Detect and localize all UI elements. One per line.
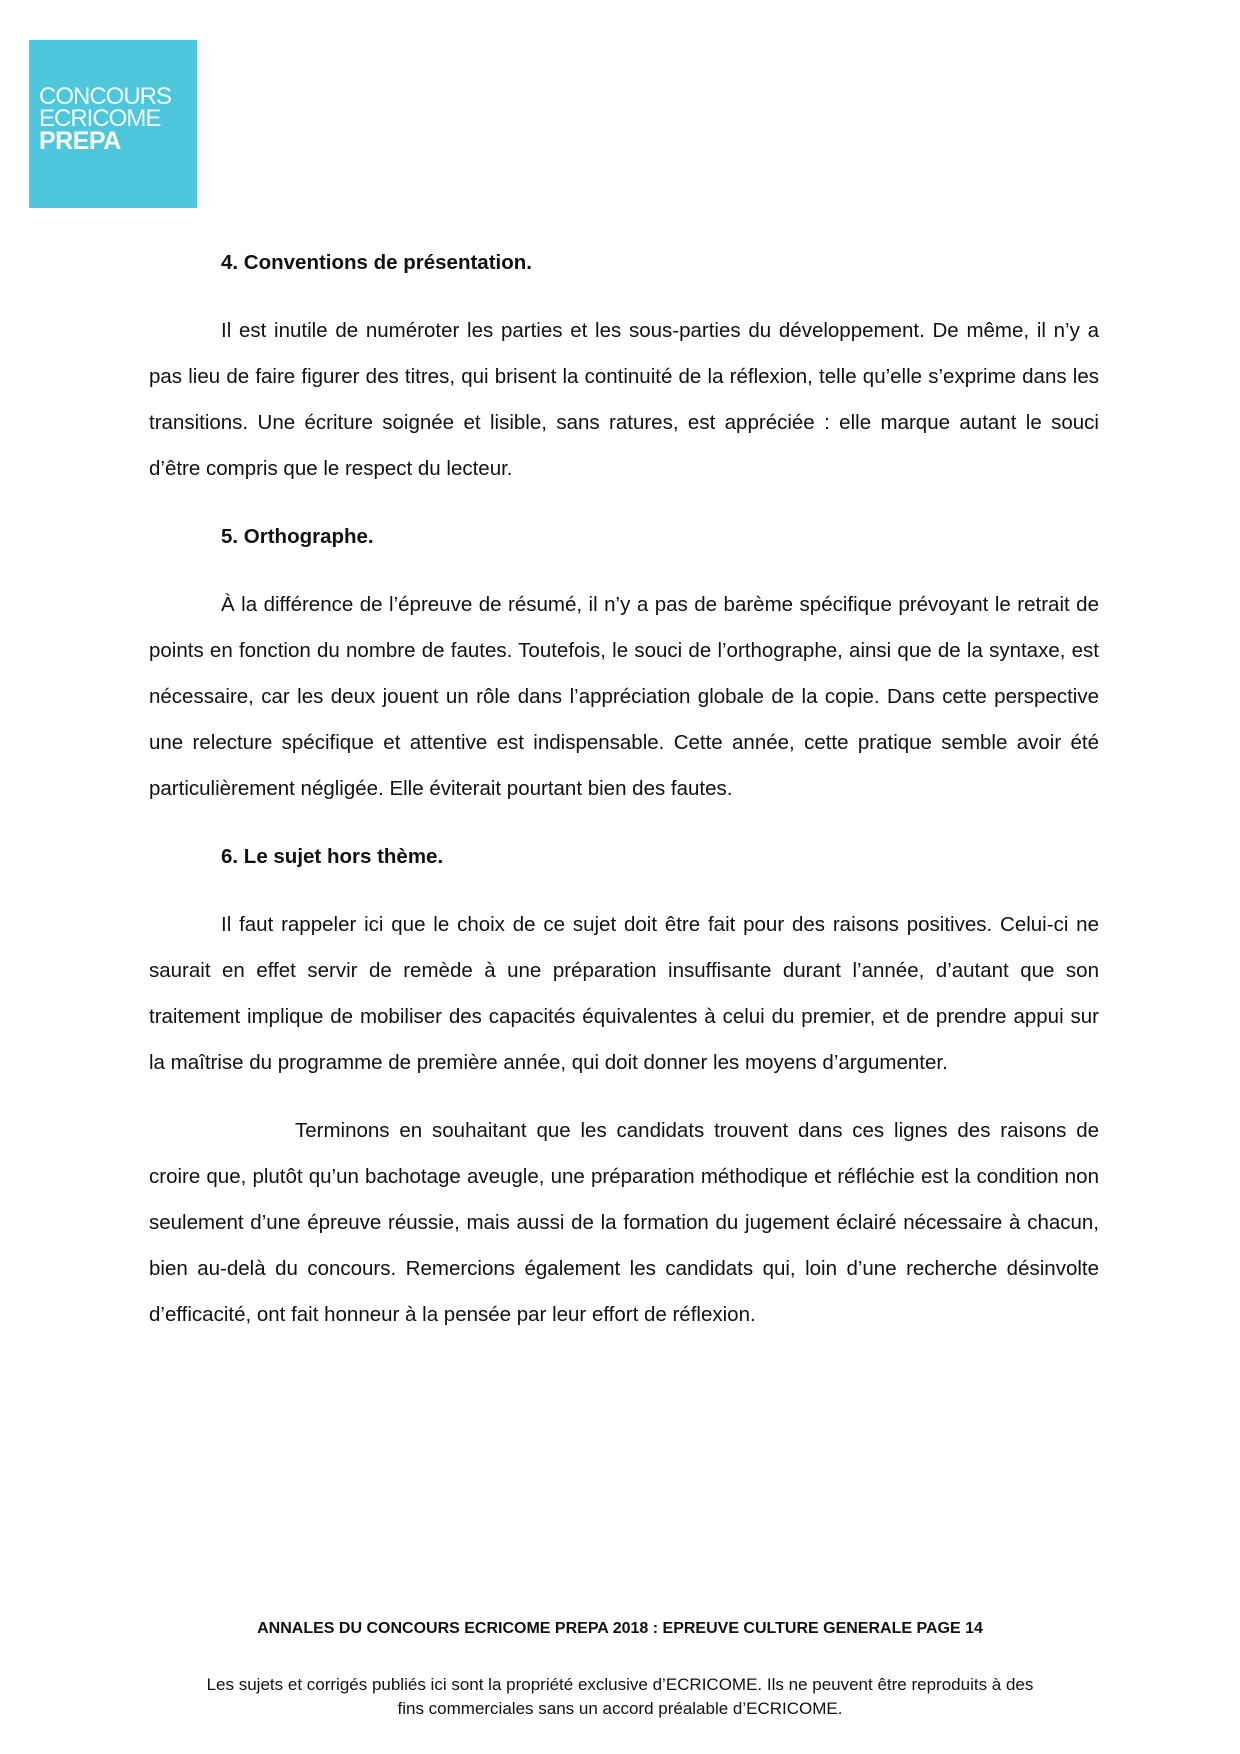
section-conventions (149, 240, 1099, 492)
closing-paragraph: Terminons en souhaitant que les candidats trouvent dans ces lignes des raisons de croire que, plutôt qu’un bachotage aveugle, une préparation méthodique et réfléchie est la condition non seulement d’une épreuve réussie, mais aussi de la formation du jugement éclairé nécessaire à chacun, bien au-delà du concours. Remercions également les candidats qui, loin d’une recherche désinvolte d’efficacité, ont fait honneur à la pensée par leur effort de réflexion. (149, 1119, 1099, 1326)
section-sujet-hors-theme (149, 834, 1099, 1338)
footer-copyright-note (0, 1673, 1240, 1721)
logo-line-ecricome: ECRICOME (39, 105, 161, 132)
footer-note-line: Les sujets et corrigés publiés ici sont la propriété exclusive d’ECRICOME. Ils ne peuvent être reproduits à des (206, 1675, 1034, 1694)
section-heading: 6. Le sujet hors thème. (221, 845, 444, 868)
ecricome-logo (29, 40, 197, 208)
paragraph: Il faut rappeler ici que le choix de ce sujet doit être fait pour des raisons positives. Celui-ci ne saurait en effet servir de remède à une préparation insuffisante durant l’année, d’autant que son traitement implique de mobiliser des capacités équivalentes à celui du premier, et de prendre appui sur la maîtrise du programme de première année, qui doit donner les moyens d’argumenter. (149, 913, 1099, 1074)
paragraph: Il est inutile de numéroter les parties et les sous-parties du développement. De même, il n’y a pas lieu de faire figurer des titres, qui brisent la continuité de la réflexion, telle qu’elle s’exprime dans les transitions. Une écriture soignée et lisible, sans ratures, est appréciée : elle marque autant le souci d’être compris que le respect du lecteur. (149, 319, 1099, 480)
logo-line-prepa: PREPA (39, 127, 121, 155)
footer-note-line: fins commerciales sans un accord préalable d’ECRICOME. (397, 1699, 843, 1718)
document-body (149, 240, 1099, 1360)
section-heading: 5. Orthographe. (221, 525, 374, 548)
paragraph: À la différence de l’épreuve de résumé, il n’y a pas de barème spécifique prévoyant le retrait de points en fonction du nombre de fautes. Toutefois, le souci de l’orthographe, ainsi que de la syntaxe, est nécessaire, car les deux jouent un rôle dans l’appréciation globale de la copie. Dans cette perspective une relecture spécifique et attentive est indispensable. Cette année, cette pratique semble avoir été particulièrement négligée. Elle éviterait pourtant bien des fautes. (149, 593, 1099, 800)
section-orthographe (149, 514, 1099, 812)
section-heading: 4. Conventions de présentation. (221, 251, 532, 274)
footer-title: ANNALES DU CONCOURS ECRICOME PREPA 2018 : EPREUVE CULTURE GENERALE PAGE 14 (257, 1620, 983, 1637)
logo-line-concours: CONCOURS (39, 83, 172, 110)
